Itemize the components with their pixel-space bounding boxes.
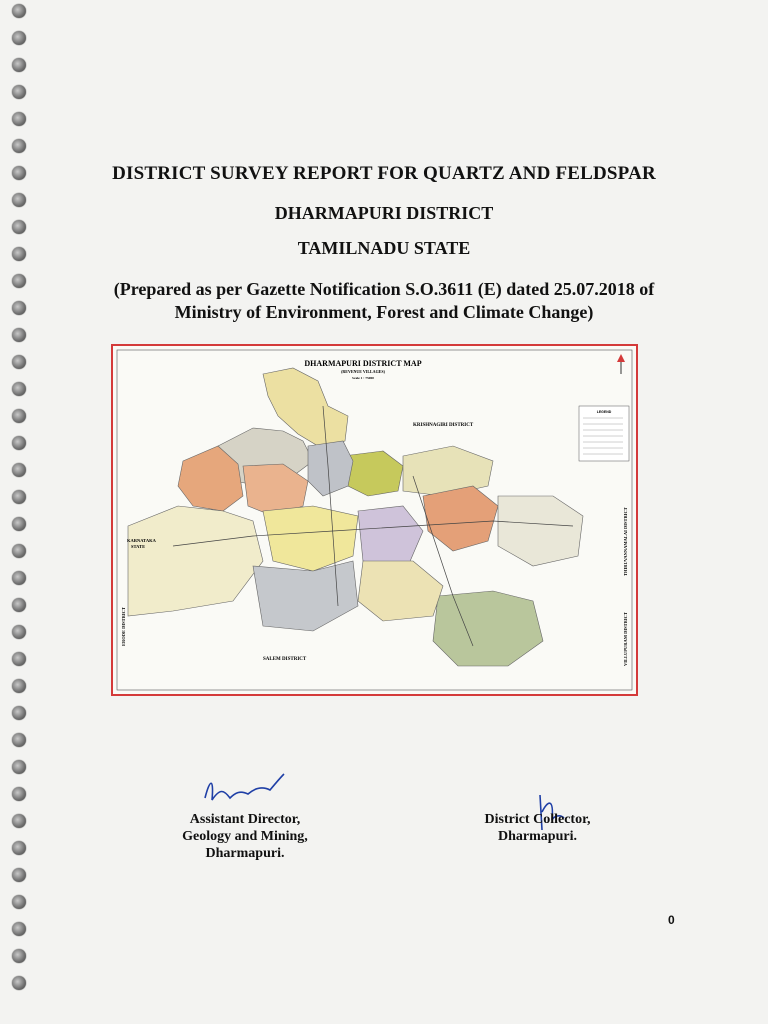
label-salem: SALEM DISTRICT (263, 657, 307, 662)
binding-hole (12, 409, 26, 423)
assistant-director-signature (200, 768, 290, 808)
binding-hole (12, 85, 26, 99)
binding-hole (12, 841, 26, 855)
binding-hole (12, 922, 26, 936)
binding-hole (12, 139, 26, 153)
binding-hole (12, 436, 26, 450)
notification-note-line-2: Ministry of Environment, Forest and Climate Change) (174, 302, 594, 322)
label-krishnagiri: KRISHNAGIRI DISTRICT (413, 423, 474, 428)
binding-hole (12, 895, 26, 909)
signatory-line: Geology and Mining, (182, 829, 308, 844)
signatory-line: District Collector, (484, 812, 591, 827)
binding-hole (12, 949, 26, 963)
page-number: 0 (668, 913, 675, 927)
label-karnataka: KARNATAKA (127, 538, 156, 543)
region-east (498, 496, 583, 566)
state-name: TAMILNADU STATE (297, 238, 471, 258)
binding-hole (12, 58, 26, 72)
binding-hole (12, 625, 26, 639)
north-arrow-icon (617, 354, 625, 374)
report-title: DISTRICT SURVEY REPORT FOR QUARTZ AND FELDSPAR (112, 163, 656, 184)
region-south-green (433, 591, 543, 666)
label-karnataka-state: STATE (131, 544, 146, 549)
binding-hole (12, 679, 26, 693)
label-villupuram: VILLUPURAM DISTRICT (623, 612, 628, 666)
binding-hole (12, 112, 26, 126)
district-name: DHARMAPURI DISTRICT (274, 203, 494, 223)
binding-hole (12, 760, 26, 774)
legend-title: LEGEND (596, 410, 612, 414)
binding-hole (12, 517, 26, 531)
region-center-green (343, 451, 403, 496)
signatory-line: Assistant Director, (189, 812, 301, 827)
region-south-center (358, 561, 443, 621)
region-center-yellow (263, 506, 358, 571)
binding-hole (12, 976, 26, 990)
label-erode: ERODE DISTRICT (121, 607, 126, 646)
signatory-line: Dharmapuri. (498, 829, 577, 844)
region-south-grey (253, 561, 358, 631)
district-map-graphic (113, 346, 636, 694)
binding-hole (12, 463, 26, 477)
binding-hole (12, 382, 26, 396)
binding-hole (12, 706, 26, 720)
binding-hole (12, 733, 26, 747)
binding-hole (12, 652, 26, 666)
district-map (111, 344, 638, 696)
map-scale: Scale 1 : 75000 (351, 376, 375, 380)
binding-hole (12, 355, 26, 369)
binding-hole (12, 328, 26, 342)
region-east-orange (423, 486, 498, 551)
binding-hole (12, 571, 26, 585)
map-title: DHARMAPURI DISTRICT MAP (304, 359, 422, 368)
region-southwest (128, 506, 263, 616)
region-northeast (403, 446, 493, 496)
binding-hole (12, 4, 26, 18)
region-center-grey (308, 441, 353, 496)
region-center-purple (358, 506, 423, 566)
binding-hole (12, 787, 26, 801)
binding-hole (12, 490, 26, 504)
label-thiruvannamalai: THIRUVANNAMALAI DISTRICT (623, 507, 628, 576)
district-collector-block (475, 811, 600, 845)
assistant-director-block (170, 811, 320, 862)
map-subtitle: (REVENUE VILLAGES) (341, 369, 385, 374)
spiral-binding (12, 0, 32, 1024)
binding-hole (12, 544, 26, 558)
binding-hole (12, 814, 26, 828)
binding-hole (12, 868, 26, 882)
binding-hole (12, 598, 26, 612)
binding-hole (12, 31, 26, 45)
map-legend (579, 406, 629, 461)
notification-note-line-1: (Prepared as per Gazette Notification S.O.3611 (E) dated 25.07.2018 of (113, 279, 655, 299)
signatory-line: Dharmapuri. (205, 846, 285, 861)
